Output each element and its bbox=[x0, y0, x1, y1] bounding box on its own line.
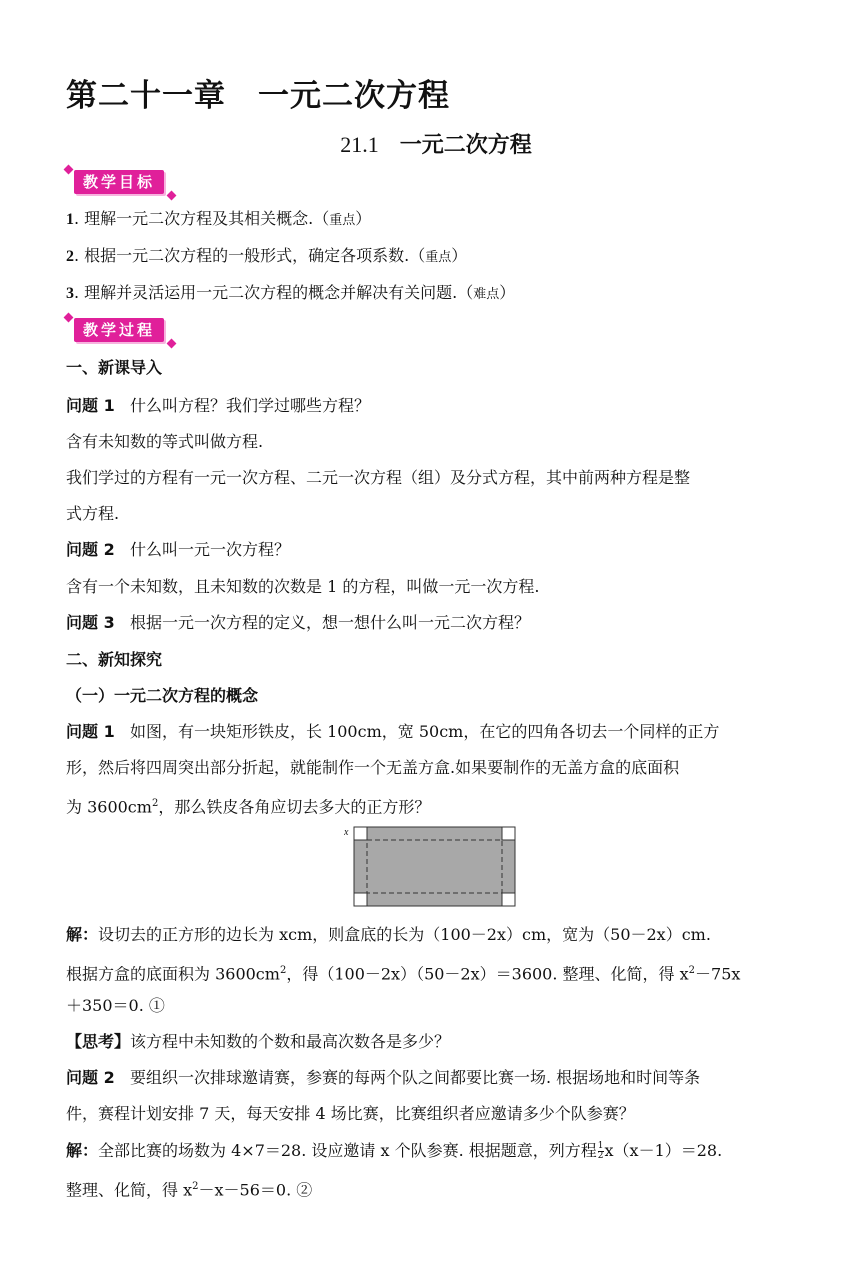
objective-note: 重点 bbox=[425, 250, 452, 265]
objective-number: 1 bbox=[66, 211, 74, 228]
problem-1-line3 bbox=[66, 794, 806, 817]
solution-2-line1 bbox=[66, 1141, 806, 1161]
question-label: 问题 2 bbox=[66, 540, 115, 559]
section-name: 一元二次方程 bbox=[399, 133, 532, 158]
objective-note: 重点 bbox=[329, 213, 356, 228]
solution-text: －x－56＝0. ② bbox=[198, 1180, 313, 1200]
section-title bbox=[66, 128, 806, 159]
solution-2-line2 bbox=[66, 1177, 806, 1200]
chapter-title: 第二十一章 一元二次方程 bbox=[66, 78, 450, 114]
solution-text: －75x bbox=[695, 964, 741, 984]
heading-explore: 二、新知探究 bbox=[66, 650, 163, 669]
objective-end: ） bbox=[355, 209, 372, 228]
metal-sheet bbox=[354, 827, 515, 906]
solution-label: 解： bbox=[66, 925, 99, 944]
heading-intro: 一、新课导入 bbox=[66, 358, 163, 377]
solution-text: 全部比赛的场数为 4×7＝28. 设应邀请 x 个队参赛. 根据题意，列方程 bbox=[98, 1141, 597, 1160]
intro-question-2 bbox=[66, 540, 806, 560]
solution-text: 整理、化简，得 x bbox=[66, 1180, 193, 1200]
objective-1 bbox=[66, 209, 806, 231]
objective-end: ） bbox=[499, 283, 516, 302]
objective-note: 难点 bbox=[473, 287, 500, 302]
problem-text: 如图，有一块矩形铁皮，长 100cm，宽 50cm，在它的四角各切去一个同样的正方 bbox=[129, 722, 720, 741]
objective-text: . 理解并灵活运用一元二次方程的概念并解决有关问题.（ bbox=[74, 283, 474, 302]
objective-number: 2 bbox=[66, 248, 74, 265]
think-line bbox=[66, 1032, 806, 1052]
sheet-diagram bbox=[344, 826, 524, 912]
superscript: 2 bbox=[688, 965, 696, 976]
solution-1-line3: ＋350＝0. ① bbox=[66, 996, 165, 1015]
solution-label: 解： bbox=[66, 1141, 99, 1160]
question-text: 什么叫方程？我们学过哪些方程？ bbox=[129, 396, 370, 415]
problem-2-line2: 件，赛程计划安排 7 天，每天安排 4 场比赛，比赛组织者应邀请多少个队参赛？ bbox=[66, 1104, 635, 1123]
fraction-one-half bbox=[598, 1142, 604, 1161]
objective-number: 3 bbox=[66, 285, 74, 302]
objectives-tag: 教学目标 bbox=[74, 170, 164, 194]
solution-1-line2 bbox=[66, 961, 806, 984]
objective-2 bbox=[66, 246, 806, 268]
intro-answer-3: 含有一个未知数，且未知数的次数是 1 的方程，叫做一元一次方程. bbox=[66, 577, 540, 596]
section-number: 21.1 bbox=[340, 132, 379, 157]
corner-square bbox=[502, 893, 515, 906]
intro-answer-2-line2: 式方程. bbox=[66, 504, 120, 523]
objective-3 bbox=[66, 283, 806, 305]
problem-label: 问题 1 bbox=[66, 722, 115, 741]
intro-question-3 bbox=[66, 613, 806, 633]
corner-square bbox=[502, 827, 515, 840]
fraction-numerator: 1 bbox=[597, 1141, 604, 1151]
question-label: 问题 3 bbox=[66, 613, 115, 632]
problem-1-line2: 形，然后将四周突出部分折起，就能制作一个无盖方盒.如果要制作的无盖方盒的底面积 bbox=[66, 758, 680, 777]
question-label: 问题 1 bbox=[66, 396, 115, 415]
intro-answer-1: 含有未知数的等式叫做方程. bbox=[66, 432, 264, 451]
question-text: 什么叫一元一次方程？ bbox=[129, 540, 290, 559]
fraction-denominator: 2 bbox=[597, 1151, 604, 1161]
superscript: 2 bbox=[192, 1181, 199, 1192]
question-text: 根据一元一次方程的定义，想一想什么叫一元二次方程？ bbox=[129, 613, 530, 632]
diagram-x-label: x bbox=[344, 827, 349, 838]
subheading-concept: （一）一元二次方程的概念 bbox=[66, 686, 259, 705]
problem-text: 为 3600cm bbox=[66, 797, 152, 817]
superscript: 2 bbox=[279, 965, 287, 976]
objective-text: . 根据一元二次方程的一般形式，确定各项系数.（ bbox=[74, 246, 426, 265]
solution-1-line1 bbox=[66, 925, 806, 945]
intro-answer-2-line1: 我们学过的方程有一元一次方程、二元一次方程（组）及分式方程，其中前两种方程是整 bbox=[66, 468, 691, 487]
objective-end: ） bbox=[451, 246, 468, 265]
think-label: 【思考】 bbox=[66, 1032, 131, 1051]
solution-text: ，得（100－2x）（50－2x）＝3600. 整理、化简，得 x bbox=[286, 964, 689, 984]
problem-1-line1 bbox=[66, 722, 806, 742]
solution-text: 设切去的正方形的边长为 xcm，则盒底的长为（100－2x）cm，宽为（50－2x）cm. bbox=[98, 925, 711, 944]
solution-text: x（x－1）＝28. bbox=[604, 1141, 723, 1160]
process-tag: 教学过程 bbox=[74, 318, 164, 342]
superscript: 2 bbox=[151, 798, 159, 809]
corner-square bbox=[354, 827, 367, 840]
think-text: 该方程中未知数的个数和最高次数各是多少？ bbox=[130, 1032, 451, 1051]
problem-2-line1 bbox=[66, 1068, 806, 1088]
intro-question-1 bbox=[66, 396, 806, 416]
objective-text: . 理解一元二次方程及其相关概念.（ bbox=[74, 209, 330, 228]
problem-text: 要组织一次排球邀请赛，参赛的每两个队之间都要比赛一场. 根据场地和时间等条 bbox=[129, 1068, 701, 1087]
problem-label: 问题 2 bbox=[66, 1068, 115, 1087]
problem-text: ，那么铁皮各角应切去多大的正方形？ bbox=[158, 797, 431, 817]
corner-square bbox=[354, 893, 367, 906]
solution-text: 根据方盒的底面积为 3600cm bbox=[66, 964, 280, 984]
